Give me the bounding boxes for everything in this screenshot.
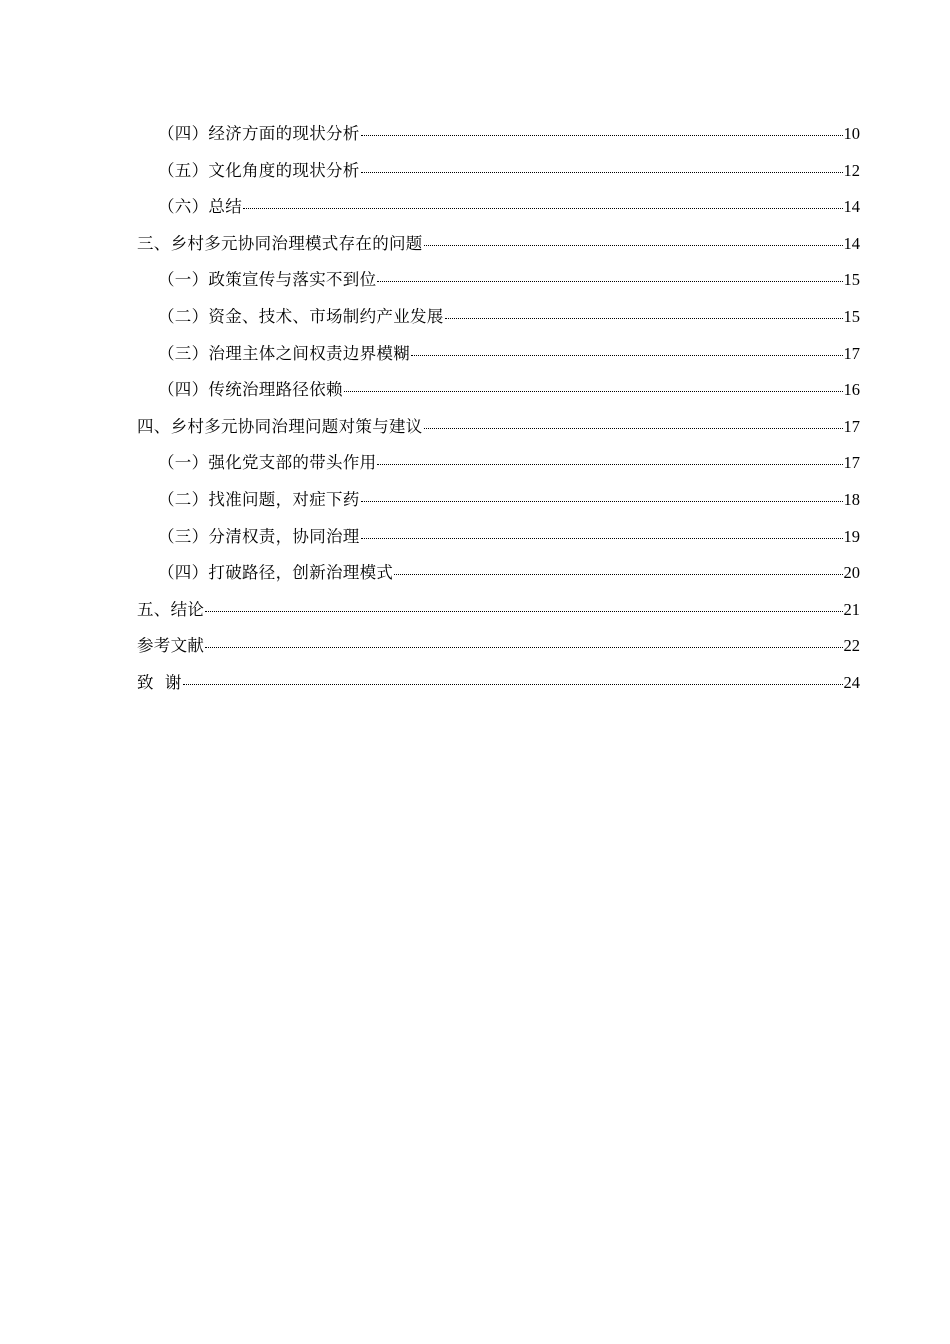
toc-entry-title: 参考文献 [137, 636, 205, 656]
toc-leader-dots [361, 135, 843, 136]
toc-leader-dots [361, 172, 843, 173]
toc-entry-page: 12 [843, 160, 860, 180]
toc-entry-page: 20 [843, 563, 860, 583]
toc-entry-title: （六）总结 [158, 197, 242, 217]
toc-leader-dots [424, 245, 843, 246]
toc-leader-dots [394, 574, 842, 575]
toc-leader-dots [205, 647, 842, 648]
toc-entry-page: 17 [843, 416, 860, 436]
toc-entry-page: 14 [843, 233, 860, 253]
toc-entry[interactable] [137, 628, 860, 665]
toc-entry[interactable] [137, 409, 860, 446]
toc-entry-title: 致 谢 [137, 672, 182, 692]
toc-leader-dots [377, 281, 842, 282]
toc-leader-dots [243, 208, 843, 209]
toc-entry[interactable] [137, 116, 860, 153]
toc-entry-title: （四）经济方面的现状分析 [158, 124, 360, 143]
toc-entry[interactable] [137, 153, 860, 190]
toc-entry-title: （三）治理主体之间权责边界模糊 [158, 343, 410, 363]
toc-entry[interactable] [137, 262, 860, 299]
toc-entry[interactable] [137, 226, 860, 263]
toc-leader-dots [424, 428, 843, 429]
toc-entry[interactable] [137, 555, 860, 592]
toc-entry-title: 四、乡村多元协同治理问题对策与建议 [137, 416, 423, 436]
toc-leader-dots [411, 355, 843, 356]
toc-entry-page: 21 [843, 599, 860, 619]
toc-leader-dots [377, 464, 842, 465]
toc-entry-title: （一）政策宣传与落实不到位 [158, 270, 377, 290]
toc-leader-dots [361, 501, 843, 502]
toc-entry-title: （三）分清权责，协同治理 [158, 526, 360, 546]
toc-leader-dots [445, 318, 843, 319]
toc-leader-dots [344, 391, 843, 392]
toc-entry[interactable] [137, 445, 860, 482]
toc-entry-title: （四）传统治理路径依赖 [158, 380, 343, 400]
toc-entry-title: （二）资金、技术、市场制约产业发展 [158, 306, 444, 326]
toc-entry-title: 三、乡村多元协同治理模式存在的问题 [137, 233, 423, 253]
toc-entry-page: 22 [843, 636, 860, 656]
toc-entry-page: 17 [843, 453, 860, 473]
toc-entry-page: 10 [843, 124, 860, 143]
toc-entry-title: （五）文化角度的现状分析 [158, 160, 360, 180]
toc-entry[interactable] [137, 665, 860, 702]
toc-entry[interactable] [137, 519, 860, 556]
toc-leader-dots [361, 538, 843, 539]
toc-entry[interactable] [137, 189, 860, 226]
toc-entry-title: 五、结论 [137, 599, 205, 619]
toc-leader-dots [205, 611, 842, 612]
toc-entry[interactable] [137, 299, 860, 336]
toc-entry-title: （二）找准问题，对症下药 [158, 489, 360, 509]
toc-entry-page: 19 [843, 526, 860, 546]
toc-entry-title: （四）打破路径，创新治理模式 [158, 563, 394, 583]
toc-entry-page: 24 [843, 672, 860, 692]
toc-entry-page: 17 [843, 343, 860, 363]
toc-entry-page: 14 [843, 197, 860, 217]
toc-leader-dots [183, 684, 843, 685]
toc-entry-page: 16 [843, 380, 860, 400]
toc-entry-page: 15 [843, 306, 860, 326]
toc-entry[interactable] [137, 482, 860, 519]
toc-entry-title: （一）强化党支部的带头作用 [158, 453, 377, 473]
toc-entry[interactable] [137, 592, 860, 629]
toc-entry-page: 18 [843, 489, 860, 509]
toc-entry[interactable] [137, 336, 860, 373]
toc-entry[interactable] [137, 372, 860, 409]
toc-entry-page: 15 [843, 270, 860, 290]
table-of-contents [137, 116, 860, 702]
